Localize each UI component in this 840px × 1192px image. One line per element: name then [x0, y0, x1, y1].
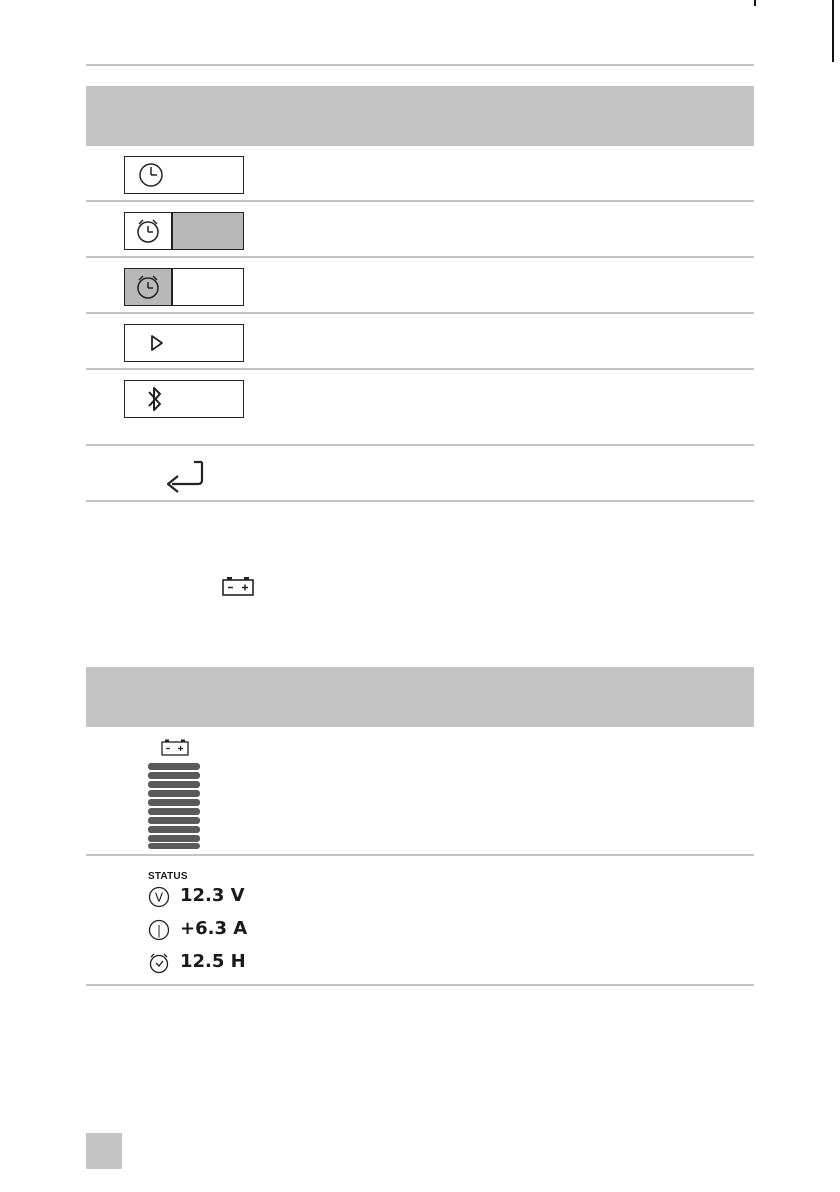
- voltage-value: 12.3 V: [180, 885, 245, 906]
- time-value: 12.5 H: [180, 951, 246, 972]
- separator: [171, 269, 173, 305]
- battery-segment: [148, 826, 200, 833]
- display-bluetooth: [124, 380, 244, 418]
- table2-header-band: [86, 667, 754, 727]
- current-icon: [148, 919, 170, 941]
- current-value: +6.3 A: [180, 918, 248, 939]
- alarm-clock-icon: [147, 951, 171, 975]
- table-header-band: [86, 86, 754, 146]
- enter-return-icon: [158, 458, 208, 494]
- svg-text:|: |: [156, 923, 162, 938]
- row-divider-1: [86, 200, 754, 202]
- status-label: STATUS: [148, 871, 188, 882]
- play-icon: [147, 333, 167, 353]
- row-divider-6: [86, 500, 754, 502]
- battery-icon: [221, 575, 255, 597]
- row-divider-2: [86, 256, 754, 258]
- battery-segment: [148, 790, 200, 797]
- clock-icon: [137, 161, 165, 189]
- display-clock: [124, 156, 244, 194]
- voltage-icon: [148, 886, 170, 908]
- alarm-clock-icon: [134, 273, 162, 301]
- bluetooth-icon: [145, 384, 165, 414]
- crop-mark-top-left: [0, 62, 86, 63]
- row-divider-7: [86, 854, 754, 856]
- battery-segment: [148, 817, 200, 824]
- battery-segment: [148, 835, 200, 842]
- battery-segment: [148, 772, 200, 779]
- bottom-rule: [86, 984, 754, 986]
- display-alarm-icon-highlight: [124, 268, 244, 306]
- page-number-box: [86, 1133, 122, 1169]
- display-alarm-value-highlight: [124, 212, 244, 250]
- battery-segment: [148, 843, 200, 849]
- top-rule: [86, 64, 754, 66]
- row-divider-3: [86, 312, 754, 314]
- battery-segment: [148, 781, 200, 788]
- alarm-clock-icon: [134, 217, 162, 245]
- svg-text:V: V: [154, 890, 164, 905]
- row-divider-5: [86, 444, 754, 446]
- crop-mark-right: [832, 0, 834, 62]
- separator: [171, 213, 173, 249]
- highlight-fill: [171, 213, 243, 249]
- battery-segment: [148, 808, 200, 815]
- battery-segment: [148, 799, 200, 806]
- battery-segment: [148, 763, 200, 770]
- display-play: [124, 324, 244, 362]
- battery-icon: [160, 738, 190, 756]
- crop-mark-top: [754, 0, 756, 6]
- row-divider-4: [86, 368, 754, 370]
